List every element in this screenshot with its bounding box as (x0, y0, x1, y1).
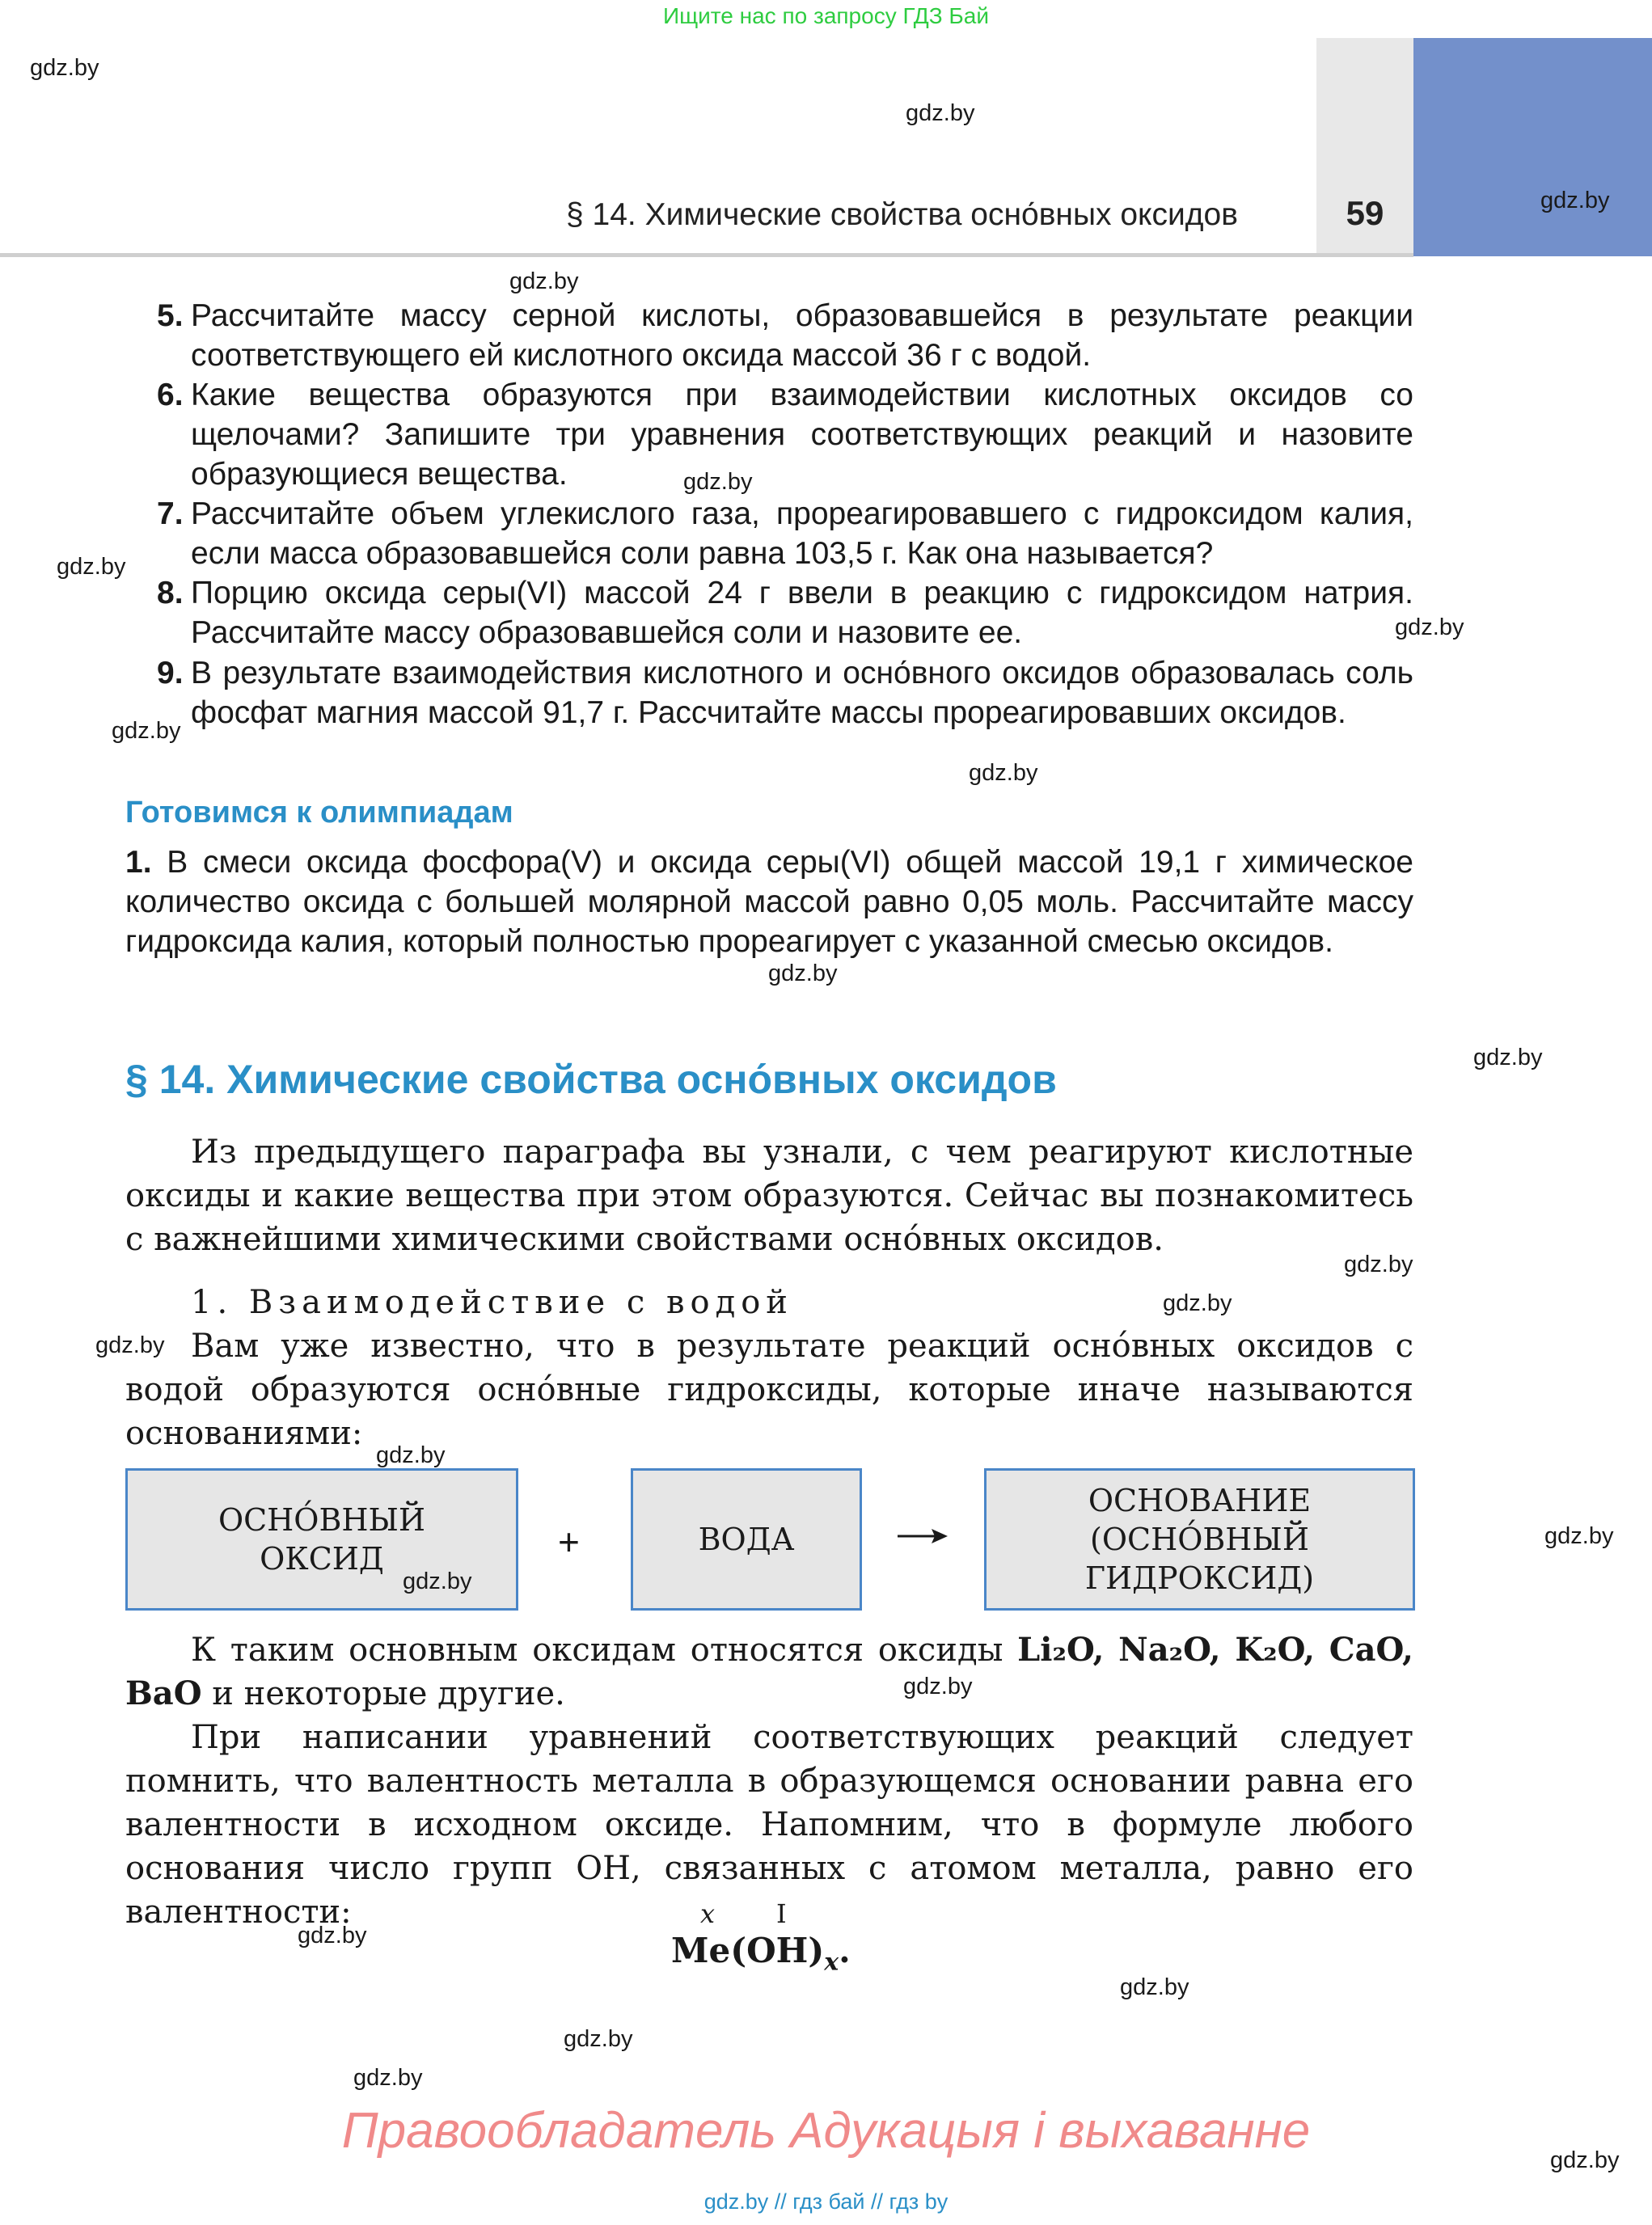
top-banner[interactable]: Ищите нас по запросу ГДЗ Бай (662, 3, 990, 28)
scheme-box-line: ОКСИД (260, 1541, 384, 1577)
formula-subscript: x (824, 1948, 839, 1977)
page-number: 59 (1346, 194, 1384, 232)
plus-sign: + (558, 1521, 580, 1563)
question-8 (157, 573, 1413, 652)
watermark: gdz.by (1344, 1252, 1413, 1277)
watermark: gdz.by (376, 1442, 446, 1468)
scheme-box-line: ОСНО́ВНЫЙ (218, 1502, 426, 1538)
base-general-formula (671, 1898, 851, 1976)
watermark: gdz.by (683, 469, 753, 495)
running-header-title: § 14. Химические свойства осно́вных оксидов (566, 197, 1238, 232)
watermark: gdz.by (403, 1568, 472, 1594)
question-number: 5. (157, 298, 184, 333)
watermark: gdz.by (30, 55, 99, 81)
question-9 (157, 653, 1413, 733)
section-title: § 14. Химические свойства осно́вных оксидов (125, 1057, 1057, 1102)
scheme-box-line: ГИДРОКСИД) (1084, 1560, 1315, 1596)
header-rule (0, 253, 1413, 257)
watermark: gdz.by (112, 718, 181, 744)
watermark: gdz.by (1120, 1974, 1189, 2000)
olympiad-task (125, 842, 1413, 961)
watermark: gdz.by (906, 100, 975, 126)
paragraph-2 (125, 1628, 1413, 1716)
question-7 (157, 494, 1413, 573)
watermark: gdz.by (1395, 614, 1464, 640)
subsection-title: 1. Взаимодействие с водой (191, 1284, 793, 1321)
question-text: В результате взаимодействия кислотного и осно́вного оксидов образовалась соль фосфат магния массой 91,7 г. Рассчитайте массы прореагировавших оксидов. (191, 656, 1413, 730)
question-number: 9. (157, 656, 184, 690)
question-6 (157, 375, 1413, 494)
valence-one: I (776, 1898, 787, 1929)
watermark: gdz.by (564, 2026, 633, 2052)
intro-paragraph (125, 1130, 1413, 1261)
oxide-formula: CaO, (1329, 1631, 1413, 1669)
header-color-block (1413, 38, 1652, 256)
formula-main: Me(OH) (671, 1931, 825, 1970)
question-number: 6. (157, 378, 184, 412)
watermark: gdz.by (1550, 2147, 1620, 2173)
watermark: gdz.by (95, 1332, 165, 1358)
watermark: gdz.by (1473, 1045, 1543, 1070)
watermark: gdz.by (1540, 188, 1610, 213)
paragraph-2-end: и некоторые другие. (212, 1675, 565, 1712)
watermark: gdz.by (298, 1923, 367, 1948)
watermark: gdz.by (1544, 1523, 1614, 1549)
intro-text: Из предыдущего параграфа вы узнали, с чем реагируют кислотные оксиды и какие вещества при этом образуются. Сейчас вы познакомитесь с важнейшими химическими свойствами осно́вных оксидов. (125, 1134, 1413, 1258)
question-5 (157, 296, 1413, 375)
formula-end: . (839, 1931, 851, 1970)
watermark: gdz.by (1163, 1290, 1232, 1316)
copyright-note: Правообладатель Адукацыя і выхаванне (341, 2103, 1311, 2159)
watermark: gdz.by (969, 760, 1038, 786)
question-text: Порцию оксида серы(VI) массой 24 г ввели в реакцию с гидроксидом натрия. Рассчитайте массу образовавшейся соли и назовите ее. (191, 576, 1413, 650)
paragraph-1 (125, 1324, 1413, 1455)
scheme-box-line: (ОСНО́ВНЫЙ (1090, 1522, 1309, 1557)
paragraph-3-text: При написании уравнений соответствующих реакций следует помнить, что валентность металла в образующемся основании равна его валентности в исходном оксиде. Напомним, что в формуле любого основания число групп OH, связанных с атомом металла, равно его валентности: (125, 1719, 1413, 1931)
bottom-links[interactable]: gdz.by // гдз бай // гдз by (703, 2189, 949, 2214)
paragraph-1-text: Вам уже известно, что в результате реакций осно́вных оксидов с водой образуются осно́вные гидроксиды, которые иначе называются основаниями: (125, 1328, 1413, 1452)
reaction-arrow-icon (896, 1525, 949, 1547)
oxide-formula: K₂O, (1235, 1631, 1316, 1669)
question-text: Рассчитайте объем углекислого газа, прореагировавшего с гидроксидом калия, если масса образовавшейся соли равна 103,5 г. Как она называется? (191, 496, 1413, 571)
watermark: gdz.by (903, 1674, 973, 1699)
oxide-formula: Na₂O, (1118, 1631, 1221, 1669)
scheme-box-line: ВОДА (698, 1522, 795, 1557)
question-number: 8. (157, 576, 184, 610)
watermark: gdz.by (57, 554, 126, 580)
paragraph-2-text: К таким основным оксидам относятся оксиды (191, 1632, 1003, 1669)
watermark: gdz.by (768, 961, 838, 986)
oxide-formula: BaO (125, 1674, 202, 1712)
scheme-box-line: ОСНОВАНИЕ (1088, 1483, 1312, 1518)
watermark: gdz.by (353, 2065, 423, 2091)
scheme-box-water (631, 1468, 862, 1611)
question-text: Рассчитайте массу серной кислоты, образовавшейся в результате реакции соответствующего ей кислотного оксида массой 36 г с водой. (191, 298, 1413, 373)
watermark: gdz.by (509, 268, 579, 294)
scheme-box-base (984, 1468, 1415, 1611)
question-number: 7. (157, 496, 184, 531)
question-text: Какие вещества образуются при взаимодействии кислотных оксидов со щелочами? Запишите три уравнения соответствующих реакций и назовите образующиеся вещества. (191, 378, 1413, 492)
oxide-formula: Li₂O, (1017, 1631, 1105, 1669)
olympiad-task-number: 1. (125, 845, 152, 880)
valence-x: x (700, 1898, 716, 1929)
olympiad-heading: Готовимся к олимпиадам (125, 796, 513, 830)
olympiad-task-text: В смеси оксида фосфора(V) и оксида серы(VI) общей массой 19,1 г химическое количество оксида с большей молярной массой равно 0,05 моль. Рассчитайте массу гидроксида калия, который полностью прореагирует с указанной смесью оксидов. (125, 845, 1413, 959)
